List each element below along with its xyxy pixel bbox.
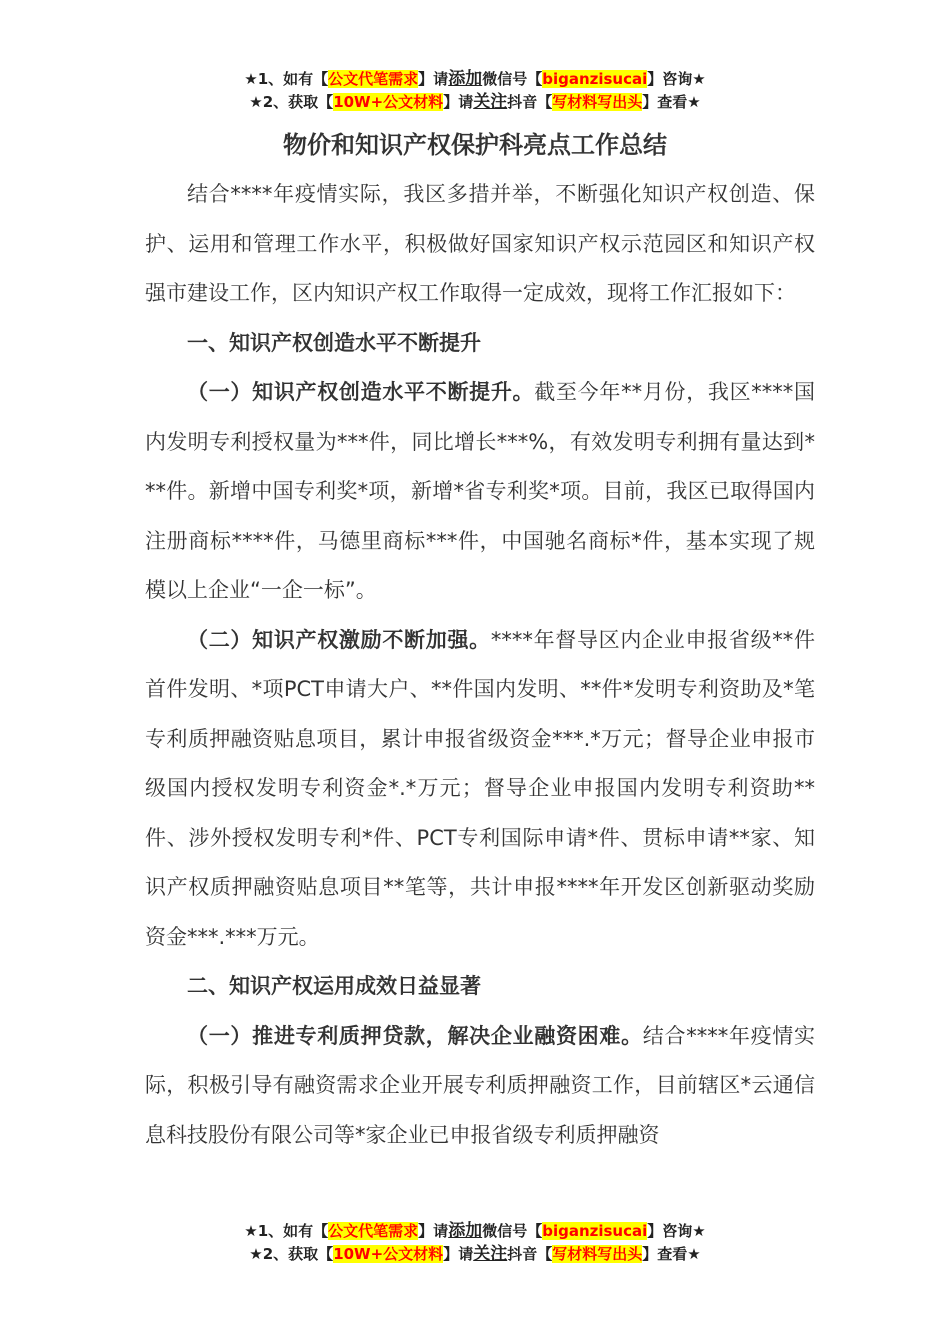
- top-banner: [0, 68, 950, 114]
- paragraph-text: ****年督导区内企业申报省级**件首件发明、*项PCT申请大户、**件国内发明、**件*发明专利资助及*笔专利质押融资贴息项目，累计申报省级资金***.*万元；督导企业申报市级国内授权发明专利资金*.*万元；督导企业申报国内发明专利资助**件、涉外授权发明专利*件、PCT专利国际申请*件、贯标申请**家、知识产权质押融资贴息项目**笔等，共计申报****年开发区创新驱动奖励资金***.***万元。: [145, 627, 816, 949]
- star-icon: ★: [249, 1245, 263, 1263]
- paragraph-1-2: [145, 616, 815, 963]
- highlight-service: 公文代笔需求: [328, 70, 419, 88]
- banner-line-2: ★2、获取【10W+公文材料】请关注抖音【写材料写出头】查看★: [249, 92, 701, 112]
- highlight-douyin-id: 写材料写出头: [552, 1245, 643, 1263]
- star-icon: ★: [244, 70, 258, 88]
- paragraph-lead: （二）知识产权激励不断加强。: [187, 627, 491, 652]
- highlight-service: 公文代笔需求: [328, 1222, 419, 1240]
- paragraph-text: 截至今年**月份，我区****国内发明专利授权量为***件，同比增长***%，有效发明专利拥有量达到***件。新增中国专利奖*项，新增*省专利奖*项。目前，我区已取得国内注册商标****件，马德里商标***件，中国驰名商标*件，基本实现了规模以上企业“一企一标”。: [145, 380, 816, 602]
- underlined-action: 关注: [473, 92, 508, 112]
- section-heading-1: 一、知识产权创造水平不断提升: [187, 330, 481, 355]
- highlight-wechat-id: biganzisucai: [542, 70, 648, 88]
- underlined-action: 关注: [473, 1244, 508, 1264]
- highlight-materials: 10W+公文材料: [333, 1245, 444, 1263]
- highlight-materials: 10W+公文材料: [333, 93, 444, 111]
- document-body: [145, 170, 815, 1160]
- paragraph-2-1: [145, 1012, 815, 1161]
- paragraph-lead: （一）推进专利质押贷款，解决企业融资困难。: [187, 1023, 643, 1048]
- bottom-banner: [0, 1220, 950, 1266]
- highlight-douyin-id: 写材料写出头: [552, 93, 643, 111]
- star-icon: ★: [244, 1222, 258, 1240]
- banner-line-1: ★1、如有【公文代笔需求】请添加微信号【biganzisucai】咨询★: [244, 1221, 706, 1241]
- underlined-action: 添加: [448, 69, 483, 89]
- paragraph-lead: （一）知识产权创造水平不断提升。: [187, 380, 535, 404]
- star-icon: ★: [249, 93, 263, 111]
- banner-line-1: ★1、如有【公文代笔需求】请添加微信号【biganzisucai】咨询★: [244, 69, 706, 89]
- paragraph-text: 结合****年疫情实际，积极引导有融资需求企业开展专利质押融资工作，目前辖区*云通信息科技股份有限公司等*家企业已申报省级专利质押融资: [145, 1023, 816, 1147]
- intro-paragraph: 结合****年疫情实际，我区多措并举，不断强化知识产权创造、保护、运用和管理工作水平，积极做好国家知识产权示范园区和知识产权强市建设工作，区内知识产权工作取得一定成效，现将工作汇报如下：: [145, 182, 815, 305]
- paragraph-1-1: [145, 368, 815, 616]
- section-heading-2: 二、知识产权运用成效日益显著: [187, 974, 481, 998]
- highlight-wechat-id: biganzisucai: [542, 1222, 648, 1240]
- banner-line-2: ★2、获取【10W+公文材料】请关注抖音【写材料写出头】查看★: [249, 1244, 701, 1264]
- document-title: 物价和知识产权保护科亮点工作总结: [283, 131, 667, 159]
- underlined-action: 添加: [448, 1221, 483, 1241]
